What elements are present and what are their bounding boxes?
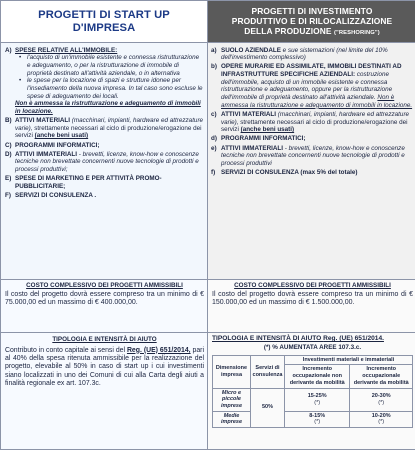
expense-text: - brevetti, licenze, know-how e conoscenze tecniche non brevettate concernenti nuove tecnologie di prodotti e processi produttivi [221,144,405,167]
aid-title-text: TIPOLOGIA E INTENSITÀ DI AIUTO [212,335,324,342]
investment-aid-section [208,333,415,449]
cost-title: COSTO COMPLESSIVO DEI PROGETTI AMMISSIBILI [26,282,183,289]
investment-expenses-panel [208,43,415,280]
expense-label: d) [211,135,217,143]
expense-item-e [211,145,413,168]
startup-title-line1: PROGETTI DI START UP [38,8,170,21]
expense-text: , strettamente necessari al ciclo di produzione/erogazione dei servizi [15,124,202,140]
investment-title-line3-text: DELLA PRODUZIONE [244,26,332,37]
cell-note: (*) [378,399,385,406]
expense-detail: (macchinari, impianti, hardware ed attrezzature varie) [221,110,410,126]
expense-label: A) [5,46,12,54]
cost-text: Il costo del progetto dovrà essere compreso tra un minimo di € 150.000,00 ed un massimo di € 1.500.000,00. [212,290,413,306]
expense-text: , strettamente necessari al ciclo di produzione/erogazione dei servizi [221,118,408,134]
investment-cost-section [208,280,415,333]
expense-note: Non è ammessa la ristrutturazione e adeguamento di immobili in locazione. [15,100,201,115]
expense-item-a [5,47,204,116]
aid-subtitle: (*) % AUMENTATA AREE 107.3.c. [263,344,362,352]
expense-title: SERVIZI DI CONSULENZA [221,169,299,177]
startup-expenses-panel [1,43,207,280]
cell-non-mobility [285,388,350,411]
col-header-non-mobility: Incremento occupazionale non derivante da mobilità [285,365,350,388]
bullet-item [19,54,204,77]
expense-label: c) [211,110,217,118]
aid-regulation-link[interactable]: Reg. (UE) 651/2014, [126,346,191,354]
investment-title-line3 [244,26,380,37]
expense-item-b [5,117,204,140]
expense-item-f [211,169,413,177]
row-dimension: Micro e piccole imprese [213,388,251,411]
expense-label: C) [5,141,12,149]
expense-title: ATTIVI MATERIALI [15,117,71,125]
expense-text: costruzione dell'immobile, acquisto di un immobile esistente e connessa ristrutturazione e adeguamento, oppure per la ristrutturazione dell'immobile di proprietà destinato all'attività aziendale. [221,71,393,102]
cell-note: (*) [314,399,321,406]
expense-item-f [5,192,204,200]
expense-item-d [5,151,204,174]
expense-label: f) [211,169,216,177]
aid-title: TIPOLOGIA E INTENSITÀ DI AIUTO [52,336,157,343]
expense-detail: (macchinari, impianti, hardware ed attrezzature varie) [15,117,204,132]
cell-note: (*) [378,419,385,426]
table-row [213,388,413,411]
expense-item-a [211,47,413,62]
bullet-item [19,77,204,100]
expense-label: b) [211,63,217,71]
col-header-services: Servizi di consulenza [251,355,285,388]
expense-note: Non è ammessa la ristrutturazione e adeguamento di immobili in locazione. [221,94,413,109]
expense-title: SPESE DI MARKETING E PER ATTIVITÀ PROMO-PUBBLICITARIE; [15,175,162,190]
investment-title-line1: PROGETTI DI INVESTIMENTO [251,5,373,16]
row-dimension: Medie imprese [213,411,251,427]
bullet-icon: • [19,77,22,85]
expense-title: PROGRAMMI INFORMATICI; [15,141,100,149]
aid-text-part2: pari al 40% della spesa ritenuta ammissibile per la realizzazione del progetto, elevabile al 50% in caso di start up i cui investimenti siano localizzati in uno dei Comuni di cui alla Carta degli aiuti a finalità regionale ex art. 107.3c. [5,346,205,387]
col-header-investments: Investimenti materiali e immateriali [285,355,413,365]
expense-title: ATTIVI IMMATERIALI [221,144,284,152]
reshoring-tag: ("RESHORING") [334,30,380,37]
expense-item-b [211,63,413,109]
table-row [213,411,413,427]
cell-value: 8-15% [309,412,326,419]
cost-text: Il costo del progetto dovrà essere compreso tra un minimo di € 75.000,00 ed un massimo di € 400.000,00. [5,290,204,306]
expense-title: ATTIVI IMMATERIALI [15,150,78,158]
startup-title-line2: D'IMPRESA [72,21,136,34]
investment-header [208,1,415,43]
startup-aid-section [1,333,207,449]
expense-label: E) [5,175,12,183]
expense-title: SPESE RELATIVE ALL'IMMOBILE: [15,46,118,54]
expense-item-c [211,111,413,134]
startup-header [1,1,207,43]
table-header-row [213,355,413,365]
expense-item-c [5,142,204,150]
startup-cost-section [1,280,207,333]
expense-text: (max 5% del totale) [298,169,358,177]
expense-title: ATTIVI MATERIALI [221,110,277,118]
expense-title: SERVIZI DI CONSULENZA . [15,192,97,200]
expense-title: SUOLO AZIENDALE [221,46,281,54]
expense-label: a) [211,46,217,54]
expense-label: F) [5,192,11,200]
services-value: 50% [251,388,285,428]
cell-note: (*) [314,419,321,426]
investment-column [208,1,415,449]
bullet-text: le spese per la locazione di spazi e strutture idonee per l'insediamento della nuova impresa. In tal caso sono escluse le spese di adeguamento dei locali. [27,77,203,100]
expense-note: (anche beni usati) [34,132,89,140]
expense-item-d [211,135,413,143]
aid-intensity-table [212,355,413,428]
aid-text-part1: Contributo in conto capitale ai sensi del [5,346,127,354]
bullet-text: l'acquisto di un'immobile esistente e connessa ristrutturazione e adeguamento, o per la ristrutturazione di immobile di proprietà destinato all'attività aziendale, o in alternativa [27,54,200,77]
col-header-mobility: Incremento occupazionale derivante da mobilità [350,365,413,388]
expense-text: - brevetti, licenze, know-how e conoscenze tecniche non brevettate concernenti nuove tecnologie di prodotti e processi produttivi; [15,150,199,174]
cell-value: 20-30% [371,392,391,399]
aid-regulation-link[interactable]: Reg. (UE) 651/2014. [323,335,384,342]
cell-mobility [350,411,413,427]
cell-value: 15-25% [307,392,327,399]
col-header-dimension: Dimensione impresa [213,355,251,388]
expense-label: e) [211,144,217,152]
expense-item-e [5,175,204,190]
cell-mobility [350,388,413,411]
aid-title [212,335,413,343]
expense-title: PROGRAMMI INFORMATICI; [221,135,306,143]
cost-title: COSTO COMPLESSIVO DEI PROGETTI AMMISSIBILI [234,282,391,289]
expense-note: (anche beni usati) [240,126,295,134]
expense-label: B) [5,117,12,125]
startup-column [1,1,208,449]
expense-label: D) [5,150,12,158]
aid-text [5,347,204,388]
bullet-icon: • [19,54,22,62]
expense-title: OPERE MURARIE ED ASSIMILATE, IMMOBILI DESTINATI AD INFRASTRUTTURE SPECIFICHE AZIENDALI: [221,63,402,79]
cell-value: 10-20% [371,412,391,419]
investment-title-line2: PRODUTTIVO E DI RILOCALIZZAZIONE [231,15,393,26]
cell-non-mobility [285,411,350,427]
expense-text: e sue sistemazioni (nel limite del 10% dell'investimento complessivo) [221,46,388,62]
